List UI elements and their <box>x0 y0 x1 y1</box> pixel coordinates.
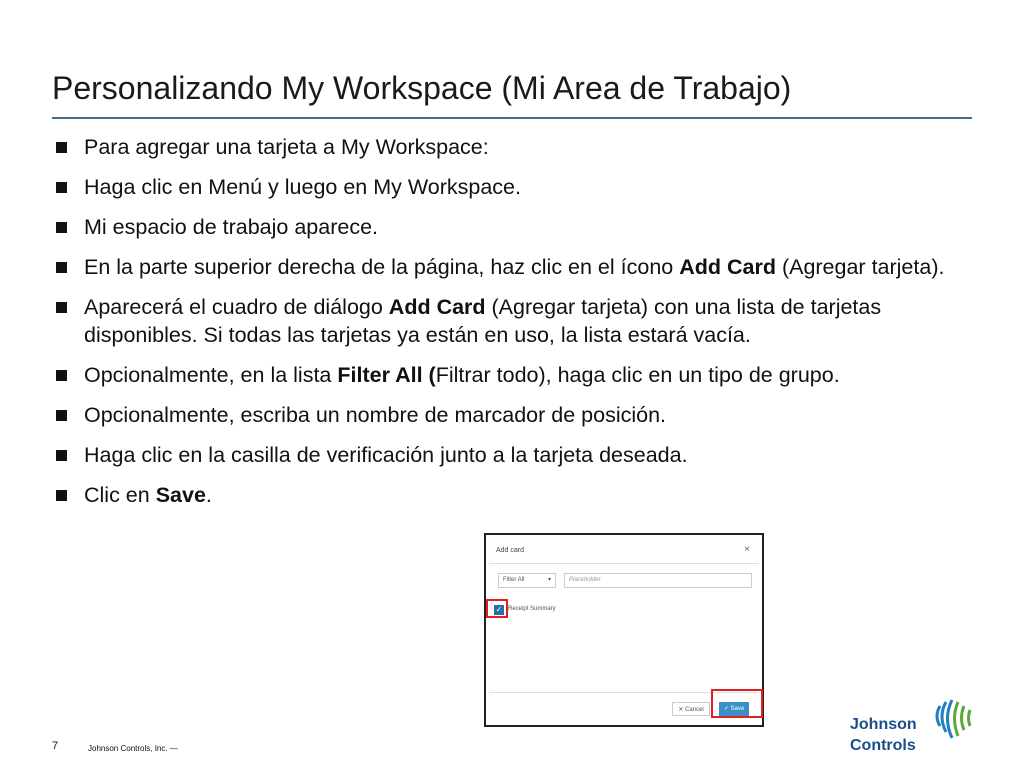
bullet-item: Mi espacio de trabajo aparece. <box>54 213 974 241</box>
bullet-item: Haga clic en Menú y luego en My Workspace. <box>54 173 974 201</box>
bullet-square-icon <box>56 142 67 153</box>
johnson-controls-logo-icon <box>848 696 978 756</box>
checkbox-label: Receipt Summary <box>508 606 556 612</box>
bullet-item: Para agregar una tarjeta a My Workspace: <box>54 133 974 161</box>
filter-select-value: Filter All <box>503 577 525 583</box>
bullet-square-icon <box>56 182 67 193</box>
bullet-square-icon <box>56 450 67 461</box>
page-number: 7 <box>52 740 59 752</box>
receipt-summary-checkbox[interactable]: ✓ <box>495 605 503 614</box>
bullet-square-icon <box>56 262 67 273</box>
bullet-square-icon <box>56 490 67 501</box>
filter-all-select[interactable] <box>498 573 556 588</box>
chevron-down-icon: ▾ <box>547 577 551 583</box>
bullet-item: Opcionalmente, escriba un nombre de marcador de posición. <box>54 401 974 429</box>
logo-line2: Controls <box>850 737 916 754</box>
bullet-item: Opcionalmente, en la lista Filter All (Filtrar todo), haga clic en un tipo de grupo. <box>54 361 974 389</box>
checkbox-highlight-box <box>486 599 508 618</box>
bullet-item: Aparecerá el cuadro de diálogo Add Card (Agregar tarjeta) con una lista de tarjetas disponibles. Si todas las tarjetas ya están en uso, la lista estará vacía. <box>54 293 974 349</box>
title-divider <box>52 117 972 119</box>
cancel-button[interactable]: ✕ Cancel <box>672 702 710 716</box>
bullet-list <box>54 133 974 521</box>
slide-title: Personalizando My Workspace (Mi Area de Trabajo) <box>52 70 792 106</box>
bullet-item: Haga clic en la casilla de verificación junto a la tarjeta deseada. <box>54 441 974 469</box>
logo-line1: Johnson <box>850 716 917 733</box>
bullet-square-icon <box>56 370 67 381</box>
bullet-item: En la parte superior derecha de la página, haz clic en el ícono Add Card (Agregar tarjeta). <box>54 253 974 281</box>
bullet-square-icon <box>56 302 67 313</box>
footer-text: Johnson Controls, Inc. — <box>88 744 178 753</box>
placeholder-search-input[interactable]: Placeholder <box>564 573 752 588</box>
close-icon[interactable]: × <box>744 544 750 555</box>
bullet-square-icon <box>56 222 67 233</box>
bullet-item: Clic en Save. <box>54 481 974 509</box>
save-highlight-box <box>711 689 763 718</box>
dialog-title: Add card <box>496 547 525 554</box>
save-button[interactable]: ✓ Save <box>719 702 749 716</box>
dialog-header-divider <box>489 563 759 564</box>
bullet-square-icon <box>56 410 67 421</box>
